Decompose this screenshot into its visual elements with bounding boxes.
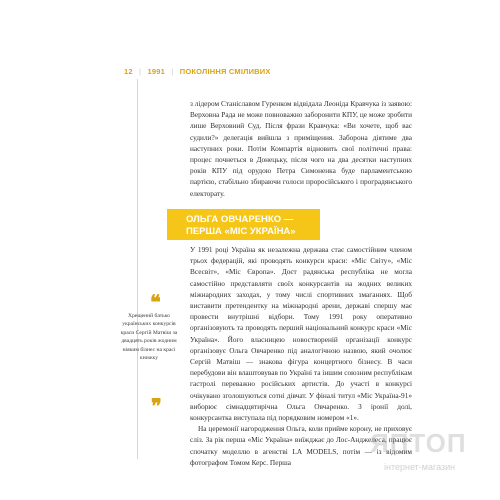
separator: | [139, 67, 142, 76]
watermark-subtitle: інтернет-магазин [384, 462, 456, 472]
separator: | [171, 67, 174, 76]
quote-close-icon: ❞ [151, 396, 162, 418]
paragraph: У 1991 році Україна як незалежна держава стає самостійним членом трьох федерацій, які проводять конкурси краси: «Міс Світу», «Міс Всесвіт», «Міс Європа». Доєт радянська республіка не могла самостійно представляти своїх конкурсантів на жодних великих міжнародних заходах, у тому числі спортивних змаганнях. Щоб виставити претендентку на міжнародні арени, державі спершу має провести внутрішні відбори. Тому 1991 року оперативно організовують та проводять перший національний конкурс краси «Міс Україна». Його власницею новоствореній організації конкурс організовує Ольга Овчаренко під аналогічною назвою, який очолює Сергій Матвіш — знакова фігура концертного бізнесу. В часи перебудови він влаштовував по Україні та іншим союзним республікам гастролі переважно російських артистів. До участі в конкурсі очікувано зголошуються сотні дівчат. У фіналі титул «Міс Україна-91» виборює сімнадцятирічна Ольга Овчаренко. З іронії долі, конкурсантка виступала під порядковим номером «1». [190, 245, 412, 423]
section-title-line-1: ОЛЬГА ОВЧАРЕНКО — [186, 214, 294, 225]
section-title [167, 209, 320, 240]
section-title-line-2: ПЕРША «МІС УКРАЇНА» [186, 225, 296, 237]
sidebar-quote: Хрещений батько українських конкурсів краси Сергій Матвіш за двадцять років жодним ніяким бізнес на красі книжку [120, 313, 178, 362]
margin-rule [137, 79, 138, 459]
body-block-1 [190, 98, 412, 199]
running-head [124, 67, 271, 76]
watermark-logo: ЯПТОП [370, 428, 467, 458]
chapter-title: ПОКОЛІННЯ СМІЛИВИХ [179, 67, 271, 76]
page-number: 12 [124, 67, 133, 76]
chapter-year: 1991 [147, 67, 165, 76]
paragraph: На церемонії нагородження Ольга, коли прийме корону, не приховує сліз. За рік перша «Міс Україна» виїжджає до Лос-Анджелеса, працює спочатку моделлю в агенстві LA MODELS, потім — із відомим фотографом Томом Керс. Перша [190, 424, 412, 467]
paragraph: з лідером Станіславом Гуренком відвідала Леоніда Кравчука із заявою: Верховна Рада не може повноважно заборонити КПУ, це може зробити лише Верховний Суд. Після фрази Кравчука: «Ви хочете, щоб вас судили?» делегація вийшла з приміщення. Заборона діятиме два наступних роки. Потім Компартія відновить свої політичні права: процес почнеться в Донецьку, після чого на два десятки наступних років КПУ під орудою Петра Симоненка буде парламентською партією, стабільно збираючи голоси проросійського і проградянського електорату. [190, 99, 412, 198]
quote-open-icon: ❝ [150, 292, 161, 314]
